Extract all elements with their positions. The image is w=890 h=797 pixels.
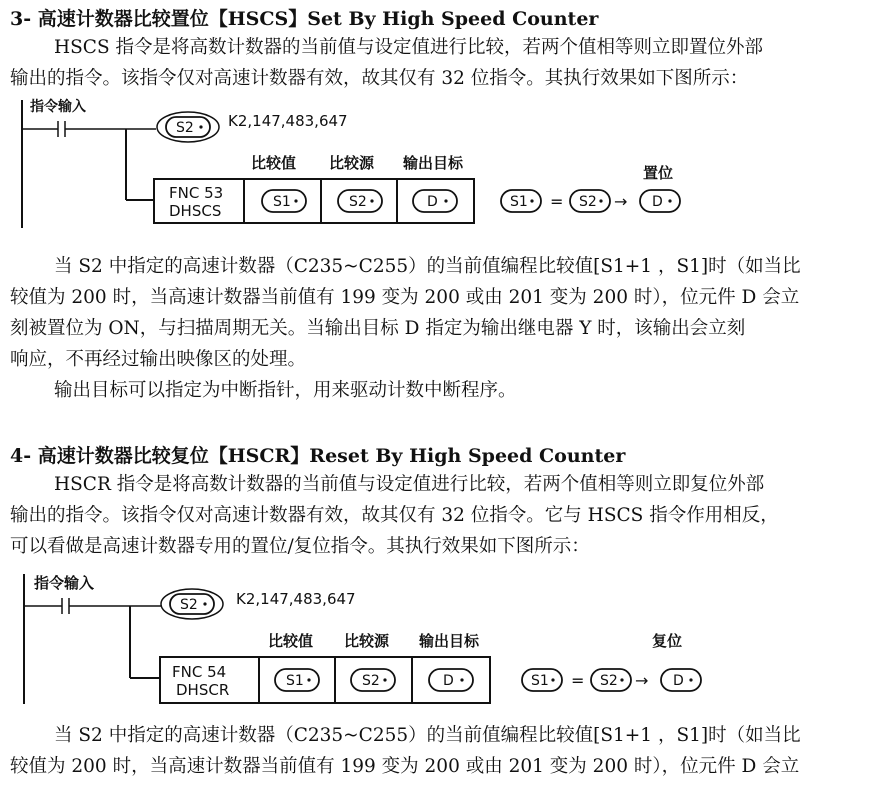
fnc-mnemonic: DHSCS (169, 202, 222, 220)
eq-s2-label: S2 (600, 673, 618, 689)
d-operand-label: D (443, 673, 454, 689)
s2-operand-top-label: S2 (180, 597, 198, 613)
s2-operand-label: S2 (349, 194, 367, 210)
section4-ladder-diagram (16, 570, 726, 712)
section4-body (10, 720, 860, 782)
section3-body (10, 251, 860, 406)
input-label: 指令输入 (30, 99, 86, 115)
col-compare-source: 比较源 (329, 154, 375, 172)
section4-intro-line1: HSCR 指令是将高数计数器的当前值与设定值进行比较，若两个值相等则立即复位外部 (54, 474, 765, 495)
eq-d-label: D (673, 673, 684, 689)
section4-intro (10, 469, 860, 562)
equals-sign: = (550, 192, 564, 211)
section3-ladder-diagram (14, 96, 714, 236)
section4-body-line2: 较值为 200 时，当高速计数器当前值有 199 变为 200 或由 201 变为 200 时），位元件 D 会立 (10, 756, 800, 777)
constant-value: K2,147,483,647 (236, 590, 356, 608)
section3-body-line5: 输出目标可以指定为中断指针，用来驱动计数中断程序。 (54, 380, 517, 401)
section3-intro-line2: 输出的指令。该指令仅对高速计数器有效，故其仅有 32 位指令。其执行效果如下图所示： (10, 68, 749, 89)
fnc-mnemonic: DHSCR (176, 681, 230, 699)
s1-operand-label: S1 (273, 194, 291, 210)
s2-operand-label: S2 (362, 673, 380, 689)
section4-intro-line2: 输出的指令。该指令仅对高速计数器有效，故其仅有 32 位指令。它与 HSCS 指令作用相反， (10, 505, 779, 526)
col-compare-source: 比较源 (344, 632, 390, 650)
eq-s2-label: S2 (579, 194, 597, 210)
section4-title: 4- 高速计数器比较复位【HSCR】Reset By High Speed Counter (10, 445, 626, 467)
section3-intro-line1: HSCS 指令是将高数计数器的当前值与设定值进行比较，若两个值相等则立即置位外部 (54, 37, 764, 58)
col-output-target: 输出目标 (403, 154, 464, 172)
eq-s1-label: S1 (531, 673, 549, 689)
result-label: 复位 (652, 632, 683, 650)
equals-sign: = (571, 671, 585, 690)
section3-body-line4: 响应，不再经过输出映像区的处理。 (10, 349, 307, 370)
col-compare-value: 比较值 (251, 154, 297, 172)
section3-body-line1: 当 S2 中指定的高速计数器（C235~C255）的当前值编程比较值[S1+1 ，S1]时（如当比 (54, 256, 801, 277)
s2-operand-top-label: S2 (176, 120, 194, 136)
fnc-number: FNC 54 (172, 663, 227, 681)
section3-intro (10, 32, 860, 94)
eq-d-label: D (652, 194, 663, 210)
d-operand-label: D (427, 194, 438, 210)
arrow-glyph: → (614, 192, 628, 211)
constant-value: K2,147,483,647 (228, 112, 348, 130)
arrow-glyph: → (635, 671, 649, 690)
result-label: 置位 (643, 164, 674, 182)
section3-body-line2: 较值为 200 时，当高速计数器当前值有 199 变为 200 或由 201 变为 200 时），位元件 D 会立 (10, 287, 800, 308)
col-output-target: 输出目标 (419, 632, 480, 650)
s1-operand-label: S1 (286, 673, 304, 689)
section4-intro-line3: 可以看做是高速计数器专用的置位/复位指令。其执行效果如下图所示： (10, 536, 590, 557)
eq-s1-label: S1 (510, 194, 528, 210)
fnc-number: FNC 53 (169, 184, 224, 202)
section3-body-line3: 刻被置位为 ON，与扫描周期无关。当输出目标 D 指定为输出继电器 Y 时，该输出会立刻 (10, 318, 746, 339)
section4-body-line1: 当 S2 中指定的高速计数器（C235~C255）的当前值编程比较值[S1+1 ，S1]时（如当比 (54, 725, 801, 746)
input-label: 指令输入 (34, 574, 95, 592)
section3-title: 3- 高速计数器比较置位【HSCS】Set By High Speed Counter (10, 8, 599, 30)
col-compare-value: 比较值 (268, 632, 314, 650)
